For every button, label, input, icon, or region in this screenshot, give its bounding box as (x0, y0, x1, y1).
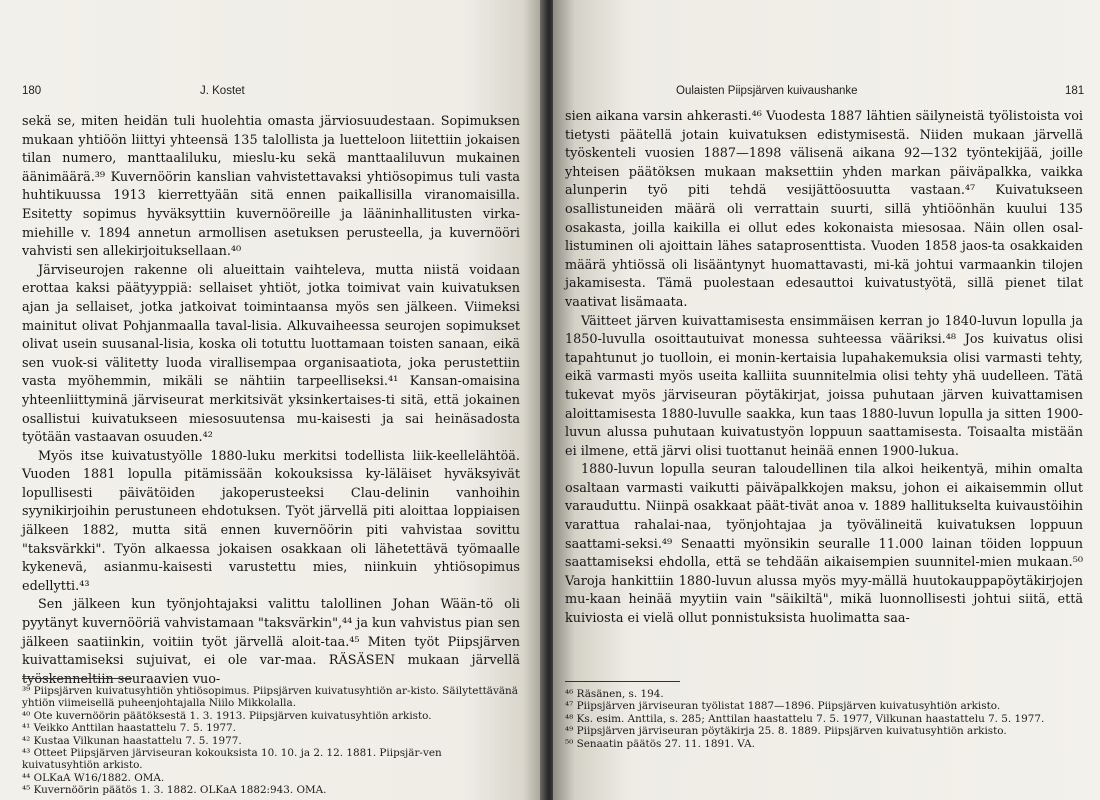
footnote: ⁴¹ Veikko Anttilan haastattelu 7. 5. 1977. (22, 722, 236, 735)
paragraph: Myös itse kuivatustyölle 1880-luku merkitsi todellista liik-keellelähtöä. Vuoden 1881 lopulla pitämissään kokouksissa ky-läläiset hyväksyivät lopullisesti päivätöiden jakoperusteeksi Clau-delinin vanhoihin syynikirjoihin perustuneen ehdotuksen. Työt järvellä piti aloittaa loppiaisen jälkeen 1882, mutta sitä ennen kuvernöörin piti vahvistaa sovittu "taksvärkki". Työn alkaessa jokaisen osakkaan oli lähetettävä työmaalle kykenevä, asianmu-kaisesti varustettu mies, niinkuin yhtiösopimus edellytti.⁴³ (22, 448, 520, 594)
body-text (565, 108, 1083, 629)
body-text (22, 113, 520, 689)
footnote: ⁴² Kustaa Vilkunan haastattelu 7. 5. 1977. (22, 734, 242, 747)
footnote-rule (22, 678, 132, 679)
footnote-rule (565, 681, 680, 682)
paragraph: 1880-luvun lopulla seuran taloudellinen tila alkoi heikentyä, mihin omalta osaltaan varmasti vaikutti päiväpalkkojen maksu, johon ei aikaisemmin ollut varauduttu. Niinpä osakkaat päät-tivät anoa v. 1889 hallitukselta kuivaustöihin varattua rahalai-naa, työnjohtajaa ja työvälineitä kuivatuksen loppuun saattami-seksi.⁴⁹ Senaatti myönsikin seuralle 11.000 lainan töiden loppuun saattamiseksi ehdolla, että se tehdään aikaisempien suunnitel-mien mukaan.⁵⁰ Varoja hankittiin 1880-luvun alussa myös myy-mällä huutokauppapöytäkirjojen mu-kaan heinää myytiin vain "säikiltä", mikä luonnollisesti johtui siitä, että kuiviosta ei vielä ollut ponnistuksista huolimatta saa- (565, 462, 1083, 627)
running-head: J. Kostet (200, 85, 245, 97)
left-page (0, 0, 545, 800)
footnote: ⁴⁹ Piipsjärven järviseuran pöytäkirja 25. 8. 1889. Piipsjärven kuivatusyhtiön arkisto. (565, 725, 1007, 738)
paragraph: sien aikana varsin ahkerasti.⁴⁶ Vuodesta 1887 lähtien säilyneistä työlistoista voi tietysti päätellä jotain kuivatuksen edistymisestä. Niiden mukaan järvellä työskenteli vuosien 1887—1898 välisenä aikana 92—132 työntekijää, joille yhteisen päätöksen mukaan maksettiin yhden markan päiväpalkka, vaikka alunperin työ piti tehdä vesijättöosuutta vastaan.⁴⁷ Kuivatukseen osallistuneiden määrä oli verrattain suurti, sillä yhtiöönhän kuului 135 osakasta, joilla kaikilla ei ollut edes kokonaista miesosaa. Näin ollen osal-listuminen oli ajoittain lähes sataprosenttista. Vuoden 1858 jaos-ta osakkaiden määrä yhtiössä oli lisääntynyt huomattavasti, mi-kä johtui varmaankin tilojen jakamisesta. Tämä puolestaan edesauttoi kuivatustyötä, sillä pienet tilat vaativat lisämaata. (565, 109, 1083, 310)
running-head: Oulaisten Piipsjärven kuivaushanke (676, 85, 858, 97)
paragraph: sekä se, miten heidän tuli huolehtia omasta järviosuudestaan. Sopimuksen mukaan yhtiöön liittyi yhteensä 135 talollista ja luetteloon liitettiin jokaisen tilan numero, manttaaliluku, mieslu-ku sekä manttaaliluvun mukainen äänimäärä.³⁹ Kuvernöörin kanslian vahvistettavaksi yhtiösopimus tuli vasta huhtikuussa 1913 kierrettyään sitä ennen paikallisilla viranomaisilla. Esitetty sopimus hyväksyttiin kuvernööreille ja lääninhallitusten virka-miehille v. 1894 annetun armollisen asetuksen perusteella, ja kuvernööri vahvisti sen allekirjoituksellaan.⁴⁰ (22, 114, 520, 260)
page-number: 180 (22, 85, 42, 97)
footnote: ³⁹ Piipsjärven kuivatusyhtiön yhtiösopimus. Piipsjärven kuivatusyhtiön ar-kisto. Säilytettävänä yhtiön viimeisellä puheenjohtajalla Niilo Mikkolalla. (22, 685, 518, 710)
page-number: 181 (1065, 85, 1085, 97)
paragraph: Järviseurojen rakenne oli alueittain vaihteleva, mutta niistä voidaan erottaa kaksi päätyyppiä: sellaiset yhtiöt, jotka toimivat vain kuivatuksen ajan ja sellaiset, jotka jatkoivat toimintaansa myös sen jälkeen. Viimeksi mainitut olivat Pohjanmaalla taval-lisia. Alkuvaiheessa seurojen sopimukset olivat usein suusanal-lisia, koska oli totuttu luottamaan toisten sanaan, eikä sen vuok-si välitetty luoda virallisempaa organisaatiota, joka perustettiin vasta myöhemmin, mikäli se nähtiin tarpeelliseksi.⁴¹ Kansan-omaisina yhteenliittyminä järviseurat merkitsivät yksinkertaises-ti sitä, että jokainen osallistui kuivatukseen miesosuutensa mu-kaisesti ja sai heinäsadosta työtään vastaavan osuuden.⁴² (22, 262, 520, 446)
footnote: ⁴⁸ Ks. esim. Anttila, s. 285; Anttilan haastattelu 7. 5. 1977, Vilkunan haastattelu 7. 5. 1977. (565, 712, 1045, 725)
footnote: ⁴⁴ OLKaA W16/1882. OMA. (22, 771, 165, 784)
footnote: ⁴⁷ Piipsjärven järviseuran työlistat 1887—1896. Piipsjärven kuivatusyhtiön arkisto. (565, 700, 1001, 713)
footnote: ⁴⁶ Räsänen, s. 194. (565, 688, 664, 700)
footnotes (22, 685, 520, 797)
paragraph: Väitteet järven kuivattamisesta ensimmäisen kerran jo 1840-luvun lopulla ja 1850-luvulla osoittautuivat monessa suhteessa vääriksi.⁴⁸ Jos kuivatus olisi tapahtunut jo tuolloin, ei monin-kertaisia lupahakemuksia olisi varmasti tehty, eikä varmasti myös useita kalliita suunnitelmia olisi tehty yhä uudelleen. Tätä tukevat myös järviseuran pöytäkirjat, joissa puhutaan järven kuivattamisen aloittamisesta 1880-luvulle saakka, kun taas 1880-luvun lopulla ja sitten 1900-luvun alussa puhutaan kuivatustyön loppuun saattamisesta. Toisaalta mistään ei ilmene, että järvi olisi tuottanut heinää ennen 1900-lukua. (565, 313, 1083, 459)
paragraph: Sen jälkeen kun työnjohtajaksi valittu talollinen Johan Wään-tö oli pyytänyt kuvernööriä vahvistamaan "taksvärkin",⁴⁴ ja kun vahvistus pian sen jälkeen saatiinkin, voitiin työt järvellä aloit-taa.⁴⁵ Miten työt Piipsjärven kuivattamiseksi sujuivat, ei ole var-maa. RÄSÄSEN mukaan järvellä työskenneltiin seuraavien vuo- (22, 597, 520, 687)
footnote: ⁴⁰ Ote kuvernöörin päätöksestä 1. 3. 1913. Piipsjärven kuivatusyhtiön arkisto. (22, 709, 432, 722)
footnote: ⁵⁰ Senaatin päätös 27. 11. 1891. VA. (565, 737, 755, 750)
right-page (553, 0, 1100, 800)
footnotes (565, 688, 1083, 750)
footnote: ⁴³ Otteet Piipsjärven järviseuran kokouksista 10. 10. ja 2. 12. 1881. Piipsjär-ven kuivatusyhtiön arkisto. (22, 747, 442, 772)
footnote: ⁴⁵ Kuvernöörin päätös 1. 3. 1882. OLKaA 1882:943. OMA. (22, 784, 327, 797)
